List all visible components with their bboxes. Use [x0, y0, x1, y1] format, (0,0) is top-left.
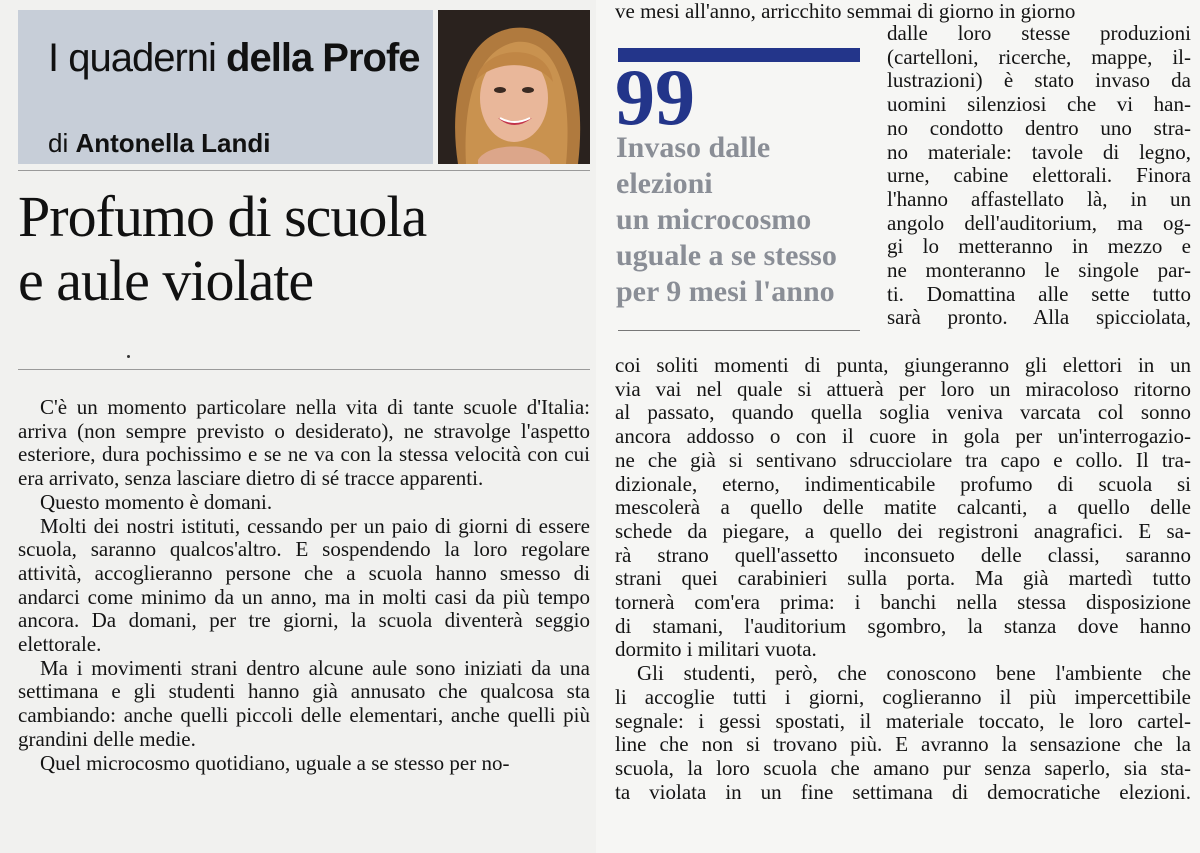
text-line: ne monteranno le singole par- [887, 258, 1191, 283]
text-line: no condotto dentro uno stra- [887, 115, 1191, 140]
text-line: Gli studenti, però, che conoscono bene l'ambiente che [637, 661, 1191, 686]
text-line: mescolerà a quello delle matite calcanti, a quello delle [615, 495, 1191, 520]
article-paragraph: Ma i movimenti strani dentro alcune aule sono iniziati da una settimana e gli studenti hanno già annusato che qualcosa sta cambiando: anche quelli piccoli delle elementari, anche quelli più grandini delle medie. [18, 655, 590, 751]
text-line: strani quei carabinieri sulla porta. Ma già martedì tutto [615, 566, 1191, 591]
article-paragraph: Molti dei nostri istituti, cessando per un paio di giorni di essere scuola, saranno qualcos'altro. E sospendendo la loro regolare attività, accoglieranno persone che a scuola hanno smesso di andarci come minimo da un anno, ma in molti casi da più tempo ancora. Da domani, per tre giorni, la scuola diventerà seggio elettorale. [18, 513, 590, 657]
pullquote: Invaso dalle elezioni un microcosmo uguale a se stesso per 9 mesi l'anno [616, 131, 837, 308]
text-line: ti. Domattina alle sette tutto [887, 281, 1191, 306]
text-line: sarà pronto. Alla spicciolata, [887, 305, 1191, 330]
text-line: dormito i militari vuota. [615, 637, 817, 662]
text-line: lustrazioni) è stato invaso da [887, 68, 1191, 93]
text-line: schede da piegare, a quello dei registroni anagrafici. E sa- [615, 518, 1191, 543]
author-portrait-image [438, 10, 590, 164]
article-left-column [18, 396, 590, 775]
text-line: via vai nel quale si attuerà per loro un miracoloso ritorno [615, 376, 1191, 401]
author-name: Antonella Landi [75, 128, 271, 158]
byline: di Antonella Landi [48, 128, 271, 158]
text-line: no materiale: tavole di legno, [887, 139, 1191, 164]
article-wide-column [615, 354, 1191, 804]
text-line: ancora addosso o con il cuore in gola per un'interrogazio- [615, 424, 1191, 449]
article-paragraph: Questo momento è domani. [40, 489, 273, 514]
text-line: uomini silenziosi che vi han- [887, 92, 1191, 117]
text-line: di stamani, l'auditorium sgombro, la stanza dove hanno [615, 613, 1191, 638]
decorative-dot [127, 355, 130, 358]
article-headline: Profumo di scuola e aule violate [18, 184, 427, 313]
headline-rule [18, 369, 590, 370]
column-header-band [18, 10, 433, 164]
text-line: angolo dell'auditorium, ma og- [887, 210, 1191, 235]
column-series-title: I quaderni della Profe [48, 36, 420, 80]
text-line: rà strano quell'assetto inconsueto delle classi, saranno [615, 542, 1191, 567]
pullquote-rule [618, 330, 860, 331]
text-line: ta violata in un fine settimana di democratiche elezioni. [615, 779, 1191, 804]
text-line: dizionale, eterno, indimenticabile profumo di scuola si [615, 471, 1191, 496]
article-paragraph: Quel microcosmo quotidiano, uguale a se stesso per no- [40, 750, 510, 775]
text-line: (cartelloni, ricerche, mappe, il- [887, 44, 1191, 69]
text-line: al passato, quando quella soglia veniva varcata col sonno [615, 400, 1191, 425]
header-rule [18, 170, 590, 171]
text-line: gi lo metteranno in mezzo e [887, 234, 1191, 259]
quote-mark-icon: 99 [615, 54, 695, 142]
text-line: urne, cabine elettorali. Finora [887, 163, 1191, 188]
continued-line: ve mesi all'anno, arricchito semmai di giorno in giorno [615, 0, 1076, 23]
text-line: dalle loro stesse produzioni [887, 21, 1191, 45]
author-photo [438, 10, 590, 164]
text-line: l'hanno affastellato là, in un [887, 186, 1191, 211]
text-line: tornerà com'era prima: i banchi nella stessa disposizione [615, 590, 1191, 615]
article-narrow-column [887, 22, 1191, 330]
text-line: scuola, la loro scuola che amano pur senza saperlo, sia sta- [615, 755, 1191, 780]
text-line: ne che già si sentivano sdrucciolare tra capo e collo. Il tra- [615, 447, 1191, 472]
article-paragraph: C'è un momento particolare nella vita di tante scuole d'Italia: arriva (non sempre previsto o desiderato), ne stravolge l'aspetto esteriore, dura pochissimo e se ne va con la stessa velocità con cui era arrivato, senza lasciare dietro di sé tracce apparenti. [18, 395, 590, 491]
text-line: coi soliti momenti di punta, giungeranno gli elettori in un [615, 353, 1191, 377]
text-line: li accoglie tutti i giorni, coglieranno il più impercettibile [615, 684, 1191, 709]
text-line: segnale: i gessi spostati, il materiale toccato, le loro cartel- [615, 708, 1191, 733]
text-line: line che non si trovano più. E avranno la sensazione che la [615, 732, 1191, 757]
